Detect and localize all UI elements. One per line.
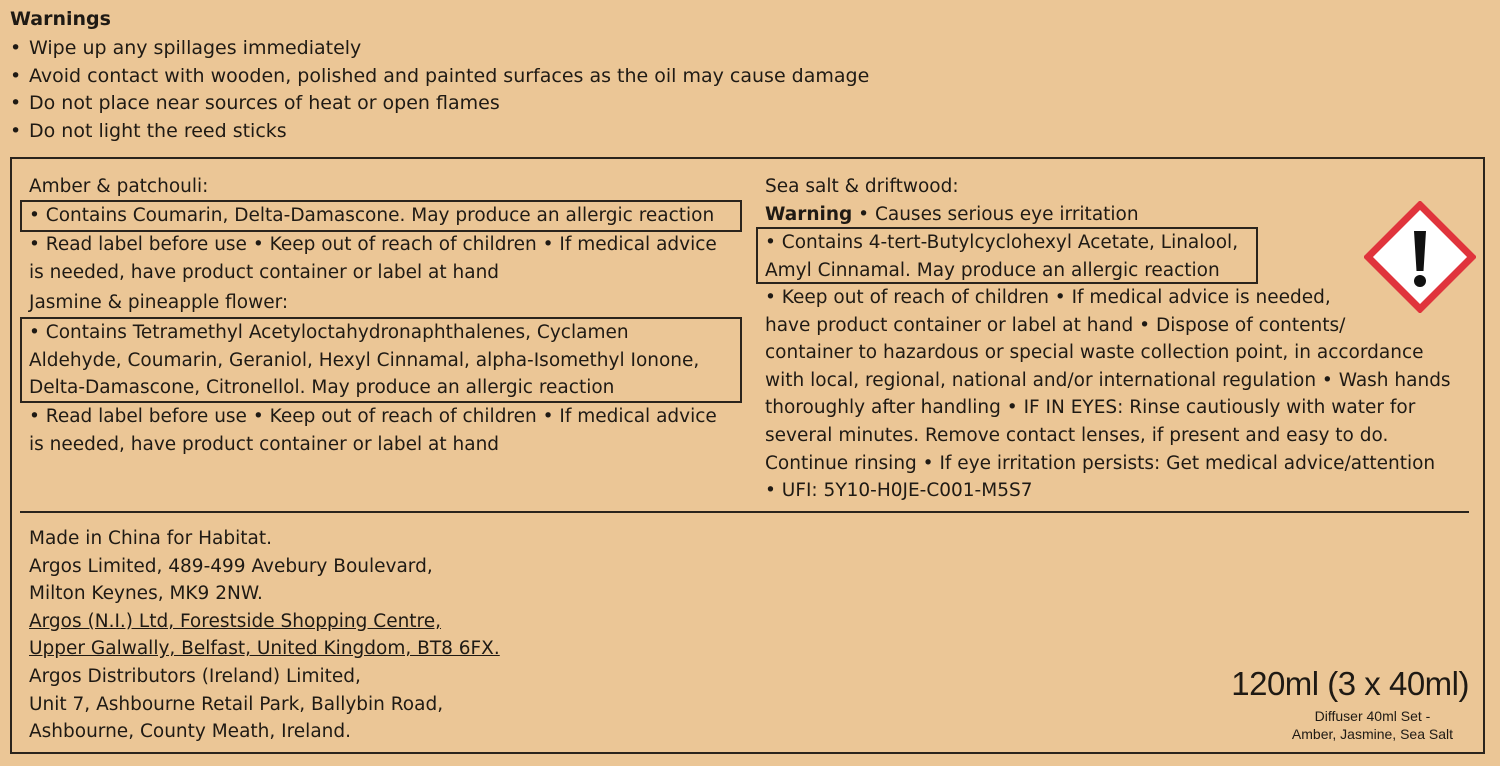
- product-description: [1292, 707, 1453, 743]
- warnings-title: Warnings: [10, 8, 111, 30]
- address-line-ni: Upper Galwally, Belfast, United Kingdom, BT8 6FX.: [29, 638, 500, 660]
- jasmine-contains-line: Aldehyde, Coumarin, Geraniol, Hexyl Cinnamal, alpha-Isomethyl Ionone,: [29, 349, 700, 371]
- seasalt-advice-line: Continue rinsing • If eye irritation persists: Get medical advice/attention: [765, 452, 1436, 474]
- address-line: Milton Keynes, MK9 2NW.: [29, 583, 263, 605]
- warning-item: • Avoid contact with wooden, polished and painted surfaces as the oil may cause damage: [10, 63, 869, 91]
- signal-word: Warning: [765, 204, 853, 225]
- seasalt-advice-line: container to hazardous or special waste collection point, in accordance: [765, 342, 1424, 364]
- product-description-line: Amber, Jasmine, Sea Salt: [1291, 726, 1453, 742]
- seasalt-contains-line: • Contains 4-tert-Butylcyclohexyl Acetate, Linalool,: [765, 232, 1239, 253]
- address-line: Made in China for Habitat.: [29, 528, 272, 549]
- seasalt-advice-line: several minutes. Remove contact lenses, if present and easy to do.: [765, 425, 1389, 446]
- warning-item: • Do not place near sources of heat or open flames: [10, 90, 869, 118]
- warnings-list: [10, 35, 869, 145]
- address-line: Argos Distributors (Ireland) Limited,: [29, 666, 361, 687]
- address-line-ni: Argos (N.I.) Ltd, Forestside Shopping Centre,: [29, 610, 442, 632]
- warning-item: • Do not light the reed sticks: [10, 118, 869, 146]
- address-line: Unit 7, Ashbourne Retail Park, Ballybin Road,: [29, 693, 444, 715]
- seasalt-advice-line: • Keep out of reach of children • If medical advice is needed,: [765, 287, 1331, 308]
- hazard-statement: • Causes serious eye irritation: [852, 204, 1139, 225]
- seasalt-contains-line: Amyl Cinnamal. May produce an allergic reaction: [765, 259, 1220, 281]
- address-line: Ashbourne, County Meath, Ireland.: [29, 721, 352, 743]
- warning-item: • Wipe up any spillages immediately: [10, 35, 869, 63]
- jasmine-contains-line: • Contains Tetramethyl Acetyloctahydronaphthalenes, Cyclamen: [29, 322, 629, 343]
- seasalt-advice-line: with local, regional, national and/or international regulation • Wash hands: [765, 369, 1451, 391]
- ufi-code: • UFI: 5Y10-H0JE-C001-M5S7: [765, 480, 1033, 502]
- section-divider: [20, 511, 1469, 513]
- seasalt-warning: [765, 201, 1139, 229]
- amber-advice-line: • Read label before use • Keep out of reach of children • If medical advice: [29, 234, 717, 255]
- jasmine-advice-line: is needed, have product container or label at hand: [29, 433, 500, 455]
- address-line: Argos Limited, 489-499 Avebury Boulevard,: [29, 555, 433, 577]
- jasmine-advice-line: • Read label before use • Keep out of reach of children • If medical advice: [29, 406, 717, 427]
- jasmine-contains-line: Delta-Damascone, Citronellol. May produce an allergic reaction: [29, 377, 615, 399]
- ghs-exclamation-icon: [1364, 201, 1476, 313]
- amber-title: Amber & patchouli:: [29, 176, 209, 197]
- seasalt-advice-line: have product container or label at hand • Dispose of contents/: [765, 314, 1346, 336]
- product-info-panel: [10, 157, 1485, 754]
- amber-advice-line: is needed, have product container or label at hand: [29, 261, 500, 283]
- product-volume: 120ml (3 x 40ml): [1231, 665, 1469, 702]
- product-description-line: Diffuser 40ml Set -: [1314, 708, 1431, 724]
- seasalt-title: Sea salt & driftwood:: [765, 176, 959, 197]
- seasalt-advice-line: thoroughly after handling • IF IN EYES: Rinse cautiously with water for: [765, 397, 1416, 419]
- jasmine-title: Jasmine & pineapple flower:: [29, 292, 289, 313]
- amber-contains: • Contains Coumarin, Delta-Damascone. May produce an allergic reaction: [29, 205, 715, 226]
